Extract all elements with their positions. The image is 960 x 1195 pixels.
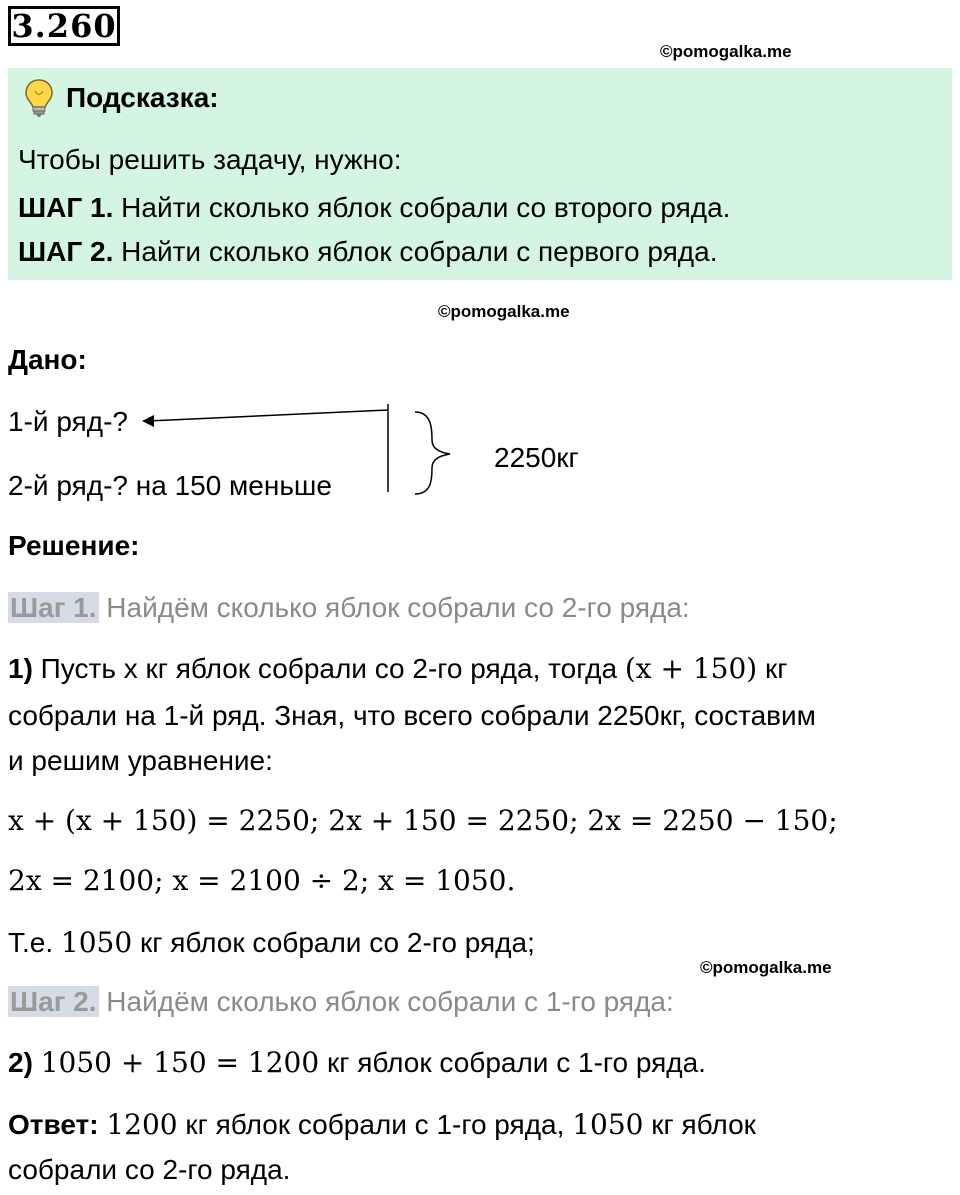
conclusion-math: 1050 [60,926,133,959]
answer-text-1: кг яблок собрали с 1-го ряда, [177,1109,573,1140]
answer-line-1 [8,1108,756,1141]
given-total: 2250кг [494,442,579,473]
lightbulb-icon [24,78,54,118]
step-1-para-line-3: и решим уравнение: [8,745,273,776]
step-2-label: Шаг 2. [10,986,97,1017]
arrow-head [142,415,154,427]
given-diagram [140,400,480,500]
hint-step-2-label: ШАГ 2. [18,236,114,267]
step-1-para-line-1 [8,652,787,685]
step-1-text: Найдём сколько яблок собрали со 2-го ряда: [98,592,690,623]
hint-step-2-text: Найти сколько яблок собрали с первого ряда. [113,236,718,267]
step-2-para [8,1046,706,1079]
watermark-3: ©pomogalka.me [700,958,832,977]
solution-title: Решение: [8,530,140,561]
hint-intro: Чтобы решить задачу, нужно: [18,144,402,175]
problem-number: 3.260 [8,6,120,46]
hint-step-2 [18,236,718,268]
given-title: Дано: [8,344,87,375]
hint-step-1 [18,192,730,224]
hint-title-row [24,78,219,118]
step-1-number: 1) [8,653,33,684]
step-1-label: Шаг 1. [10,592,97,623]
step-1-text-b: кг [757,653,788,684]
step-1-para-line-2: собрали на 1-й ряд. Зная, что всего собрали 2250кг, составим [8,700,816,731]
step-2-number: 2) [8,1047,33,1078]
hint-title: Подсказка: [66,82,219,113]
hint-box [8,68,952,280]
step-1-conclusion [8,926,535,959]
step-1-text-a: Пусть х кг яблок собрали со 2-го ряда, тогда [32,653,625,684]
watermark: ©pomogalka.me [660,42,792,61]
step-1-math: (x + 150) [624,652,758,685]
hint-step-1-label: ШАГ 1. [18,192,114,223]
step-2-text: Найдём сколько яблок собрали с 1-го ряда: [98,986,674,1017]
step-2-heading [8,986,674,1018]
watermark-2: ©pomogalka.me [438,302,570,321]
answer-math-2: 1050 [572,1108,644,1141]
conclusion-text-b: кг яблок собрали со 2-го ряда; [132,927,535,958]
answer-math-1: 1200 [106,1108,178,1141]
given-row-1: 1-й ряд-? [8,406,128,437]
answer-line-2: собрали со 2-го ряда. [8,1154,291,1185]
answer-text-2: кг яблок [643,1109,756,1140]
step-2-text-rest: кг яблок собрали с 1-го ряда. [319,1047,706,1078]
conclusion-text-a: Т.е. [8,927,61,958]
hint-step-1-text: Найти сколько яблок собрали со второго ряда. [113,192,731,223]
step-2-math: 1050 + 150 = 1200 [40,1046,320,1079]
arrow-line [148,410,388,421]
equation-line-1: x + (x + 150) = 2250; 2x + 150 = 2250; 2x = 2250 − 150; [8,804,838,837]
answer-label: Ответ: [8,1109,99,1140]
equation-line-2: 2x = 2100; x = 2100 ÷ 2; x = 1050. [8,864,516,897]
given-row-2: 2-й ряд-? на 150 меньше [8,470,332,501]
curly-brace [415,412,450,494]
step-1-heading [8,592,690,624]
